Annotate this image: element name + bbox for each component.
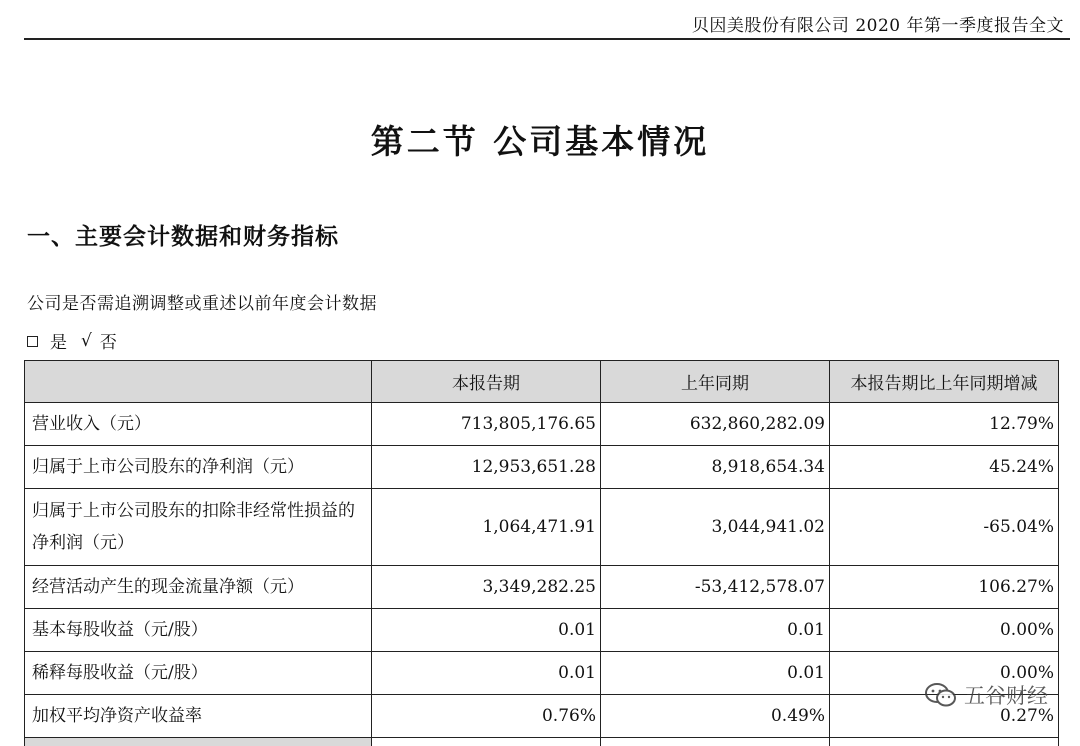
table-row — [25, 446, 1059, 489]
table-row — [25, 566, 1059, 609]
prior-period-value: 3,044,941.02 — [601, 489, 830, 566]
table-header-row — [25, 361, 1059, 403]
option-yes-label: 是 — [50, 333, 67, 353]
sub-title: 一、主要会计数据和财务指标 — [27, 224, 339, 250]
table-row-partial — [25, 738, 1059, 746]
prior-period-value: 8,918,654.34 — [601, 446, 830, 489]
change-value: 12.79% — [830, 403, 1059, 446]
row-label: 营业收入（元） — [25, 403, 372, 446]
current-period-value: 0.01 — [372, 652, 601, 695]
table-row — [25, 652, 1059, 695]
change-value: 0.00% — [830, 609, 1059, 652]
prior-period-value: 632,860,282.09 — [601, 403, 830, 446]
table-cell — [25, 738, 372, 746]
section-title: 第二节 公司基本情况 — [370, 122, 710, 161]
change-value: 45.24% — [830, 446, 1059, 489]
current-period-value: 1,064,471.91 — [372, 489, 601, 566]
change-value: 0.00% — [830, 652, 1059, 695]
row-label: 归属于上市公司股东的净利润（元） — [25, 446, 372, 489]
page-header — [24, 0, 1070, 40]
table-row — [25, 403, 1059, 446]
change-value: 106.27% — [830, 566, 1059, 609]
header-title: 贝因美股份有限公司 2020 年第一季度报告全文 — [691, 16, 1064, 36]
prior-period-value: 0.01 — [601, 652, 830, 695]
table-cell — [830, 738, 1059, 746]
column-header: 上年同期 — [601, 361, 830, 403]
table-row — [25, 609, 1059, 652]
column-header: 本报告期比上年同期增减 — [830, 361, 1059, 403]
change-value: -65.04% — [830, 489, 1059, 566]
table-cell — [601, 738, 830, 746]
row-label: 经营活动产生的现金流量净额（元） — [25, 566, 372, 609]
table-cell — [372, 738, 601, 746]
restatement-question: 公司是否需追溯调整或重述以前年度会计数据 — [27, 294, 377, 314]
change-value: 0.27% — [830, 695, 1059, 738]
prior-period-value: 0.01 — [601, 609, 830, 652]
checkbox-icon — [27, 336, 38, 347]
restatement-options — [27, 328, 117, 353]
current-period-value: 713,805,176.65 — [372, 403, 601, 446]
prior-period-value: -53,412,578.07 — [601, 566, 830, 609]
column-header — [25, 361, 372, 403]
column-header: 本报告期 — [372, 361, 601, 403]
check-mark-icon: √ — [81, 330, 92, 351]
financial-table — [24, 360, 1059, 746]
watermark-text: 五谷财经 — [964, 684, 1048, 708]
row-label: 归属于上市公司股东的扣除非经常性损益的净利润（元） — [25, 489, 372, 566]
row-label: 稀释每股收益（元/股） — [25, 652, 372, 695]
row-label: 基本每股收益（元/股） — [25, 609, 372, 652]
table-row — [25, 489, 1059, 566]
table-row — [25, 695, 1059, 738]
current-period-value: 0.76% — [372, 695, 601, 738]
option-no-label: 否 — [99, 333, 117, 353]
current-period-value: 12,953,651.28 — [372, 446, 601, 489]
watermark — [924, 680, 1048, 710]
wechat-icon — [924, 681, 958, 709]
current-period-value: 0.01 — [372, 609, 601, 652]
prior-period-value: 0.49% — [601, 695, 830, 738]
row-label: 加权平均净资产收益率 — [25, 695, 372, 738]
current-period-value: 3,349,282.25 — [372, 566, 601, 609]
